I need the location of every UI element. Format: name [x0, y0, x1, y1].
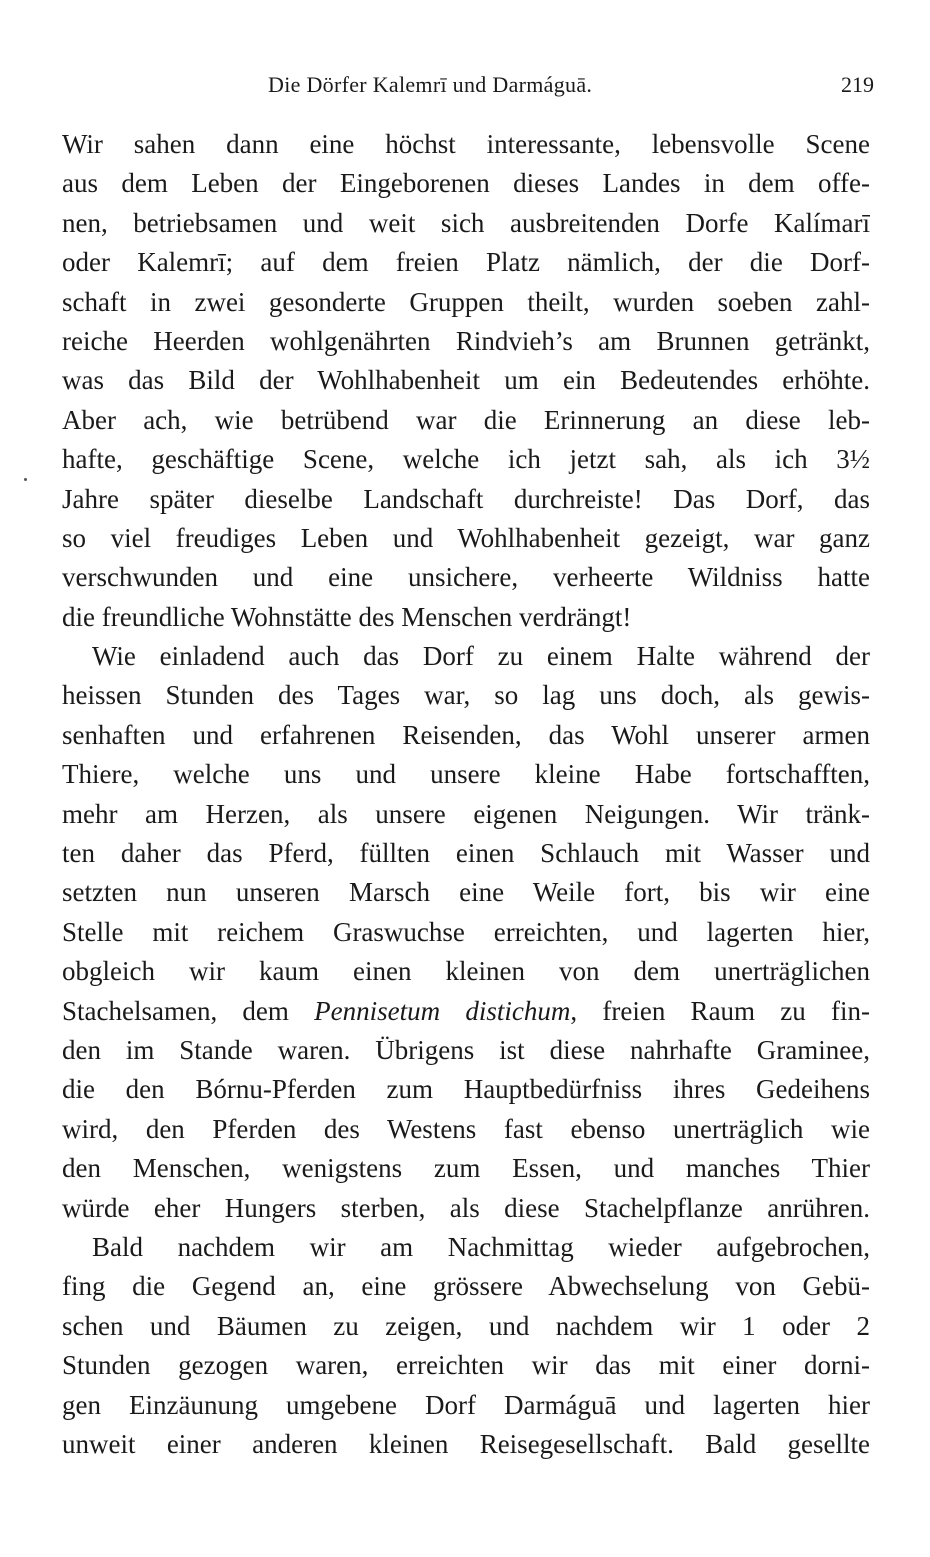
text-line: Wir sahen dann eine höchst interessante, lebensvolle Scene — [62, 129, 870, 159]
text-line: hafte, geschäftige Scene, welche ich jetzt sah, als ich 3½ — [62, 444, 870, 475]
text-line-with-italic: Stachelsamen, dem Pennisetum distichum, freien Raum zu fin- — [62, 995, 870, 1026]
text-line: würde eher Hungers sterben, als diese Stachelpflanze anrühren. — [62, 1192, 870, 1223]
text-line: nen, betriebsamen und weit sich ausbreitenden Dorfe Kalímarī — [62, 207, 870, 238]
text-line: setzten nun unseren Marsch eine Weile fort, bis wir eine — [62, 877, 870, 908]
text-line: schaft in zwei gesonderte Gruppen theilt, wurden soeben zahl- — [62, 286, 870, 317]
body-text — [62, 125, 870, 1464]
text-line: obgleich wir kaum einen kleinen von dem unerträglichen — [62, 956, 870, 987]
text-line: Thiere, welche uns und unsere kleine Habe fortschafften, — [62, 759, 870, 790]
text-line: Aber ach, wie betrübend war die Erinnerung an diese leb- — [62, 404, 870, 435]
text-line: die freundliche Wohnstätte des Menschen verdrängt! — [62, 601, 632, 632]
text-line: fing die Gegend an, eine grössere Abwechselung von Gebü- — [62, 1271, 870, 1302]
text-line: den im Stande waren. Übrigens ist diese nahrhafte Graminee, — [62, 1034, 870, 1065]
text-line: Stelle mit reichem Graswuchse erreichten, und lagerten hier, — [62, 916, 870, 947]
text-line: den Menschen, wenigstens zum Essen, und manches Thier — [62, 1153, 870, 1184]
text-line: wird, den Pferden des Westens fast ebenso unerträglich wie — [62, 1113, 870, 1144]
text-line: aus dem Leben der Eingeborenen dieses Landes in dem offe- — [62, 168, 870, 199]
running-title: Die Dörfer Kalemrī und Darmáguā. — [268, 72, 593, 97]
text-line: so viel freudiges Leben und Wohlhabenheit gezeigt, war ganz — [62, 522, 870, 553]
text-line: heissen Stunden des Tages war, so lag uns doch, als gewis- — [62, 680, 870, 711]
text-line: verschwunden und eine unsichere, verheerte Wildniss hatte — [62, 562, 870, 593]
text-line: was das Bild der Wohlhabenheit um ein Bedeutendes erhöhte. — [62, 365, 870, 396]
species-name: Pennisetum distichum — [314, 995, 571, 1026]
text-line: oder Kalemrī; auf dem freien Platz nämlich, der die Dorf- — [62, 247, 870, 278]
text-line: Jahre später dieselbe Landschaft durchreiste! Das Dorf, das — [62, 483, 870, 514]
text-line: Stunden gezogen waren, erreichten wir das mit einer dorni- — [62, 1350, 870, 1381]
text-line: die den Bórnu-Pferden zum Hauptbedürfniss ihres Gedeihens — [62, 1074, 870, 1105]
text-line: mehr am Herzen, als unsere eigenen Neigungen. Wir tränk- — [62, 798, 870, 829]
text-line: Bald nachdem wir am Nachmittag wieder aufgebrochen, — [92, 1231, 870, 1262]
text-line: unweit einer anderen kleinen Reisegesellschaft. Bald gesellte — [62, 1428, 870, 1459]
page-number: 219 — [841, 72, 874, 97]
text-line: gen Einzäunung umgebene Dorf Darmáguā und lagerten hier — [62, 1389, 870, 1420]
text-line: schen und Bäumen zu zeigen, und nachdem wir 1 oder 2 — [62, 1310, 870, 1341]
text-line: reiche Heerden wohlgenährten Rindvieh’s am Brunnen getränkt, — [62, 325, 870, 356]
page-header — [62, 72, 874, 104]
text-line: ten daher das Pferd, füllten einen Schlauch mit Wasser und — [62, 838, 870, 869]
text-line: Wie einladend auch das Dorf zu einem Halte während der — [92, 641, 870, 672]
margin-speck — [24, 478, 27, 481]
text-line: senhaften und erfahrenen Reisenden, das Wohl unserer armen — [62, 719, 870, 750]
